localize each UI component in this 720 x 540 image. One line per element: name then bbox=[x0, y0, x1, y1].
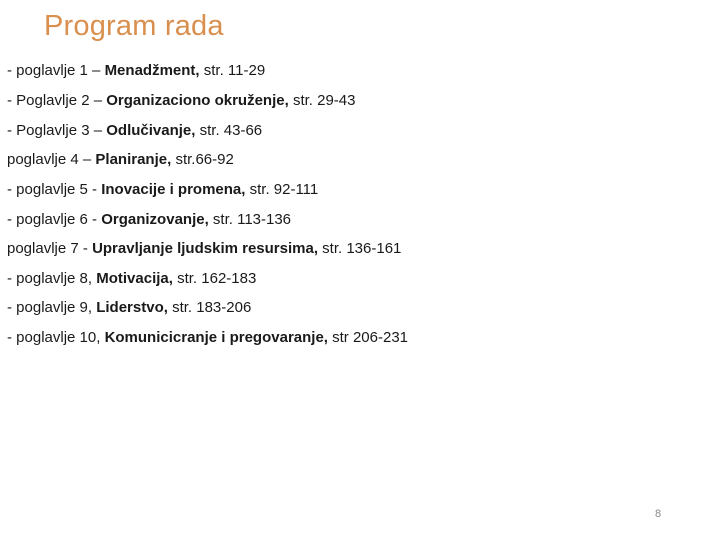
chapter-item-10 bbox=[7, 329, 408, 347]
chapter-name: Menadžment, bbox=[104, 62, 200, 79]
chapter-prefix: - Poglavlje 3 – bbox=[7, 122, 107, 139]
chapter-pages: str.66-92 bbox=[171, 151, 234, 168]
chapter-name: Organizovanje, bbox=[101, 211, 209, 228]
chapter-name: Organizaciono okruženje, bbox=[106, 92, 289, 109]
chapter-pages: str 206-231 bbox=[327, 329, 409, 346]
chapter-prefix: - poglavlje 8, bbox=[7, 270, 97, 287]
chapter-prefix: poglavlje 7 - bbox=[7, 240, 93, 257]
slide-number: 8 bbox=[655, 508, 662, 520]
chapter-item-9 bbox=[7, 299, 251, 317]
chapter-name: Inovacije i promena, bbox=[101, 181, 246, 198]
chapter-item-5 bbox=[7, 181, 318, 199]
chapter-item-7 bbox=[7, 240, 401, 258]
chapter-prefix: - poglavlje 6 - bbox=[7, 211, 102, 228]
chapter-prefix: - poglavlje 10, bbox=[7, 329, 105, 346]
chapter-pages: str. 11-29 bbox=[199, 62, 266, 79]
chapter-pages: str. 29-43 bbox=[288, 92, 356, 109]
chapter-name: Planiranje, bbox=[95, 151, 172, 168]
chapter-pages: str. 113-136 bbox=[208, 211, 292, 228]
chapter-pages: str. 92-111 bbox=[245, 181, 319, 198]
chapter-item-6 bbox=[7, 211, 291, 229]
chapter-pages: str. 162-183 bbox=[172, 270, 257, 287]
chapter-name: Motivacija, bbox=[96, 270, 173, 287]
chapter-name: Liderstvo, bbox=[96, 299, 168, 316]
chapter-name: Odlučivanje, bbox=[106, 122, 196, 139]
chapter-item-3 bbox=[7, 122, 262, 140]
chapter-item-4 bbox=[7, 151, 234, 169]
chapter-item-8 bbox=[7, 270, 256, 288]
chapter-item-2 bbox=[7, 92, 355, 110]
chapter-prefix: - poglavlje 9, bbox=[7, 299, 97, 316]
chapter-prefix: poglavlje 4 – bbox=[7, 151, 96, 168]
chapter-pages: str. 136-161 bbox=[318, 240, 402, 257]
chapter-pages: str. 43-66 bbox=[195, 122, 263, 139]
chapter-prefix: - Poglavlje 2 – bbox=[7, 92, 107, 109]
page-title: Program rada bbox=[44, 10, 224, 42]
chapter-name: Upravljanje ljudskim resursima, bbox=[92, 240, 318, 257]
chapter-name: Komunicicranje i pregovaranje, bbox=[104, 329, 328, 346]
chapter-prefix: - poglavlje 1 – bbox=[7, 62, 105, 79]
chapter-prefix: - poglavlje 5 - bbox=[7, 181, 102, 198]
chapter-item-1 bbox=[7, 62, 265, 80]
chapter-pages: str. 183-206 bbox=[167, 299, 252, 316]
